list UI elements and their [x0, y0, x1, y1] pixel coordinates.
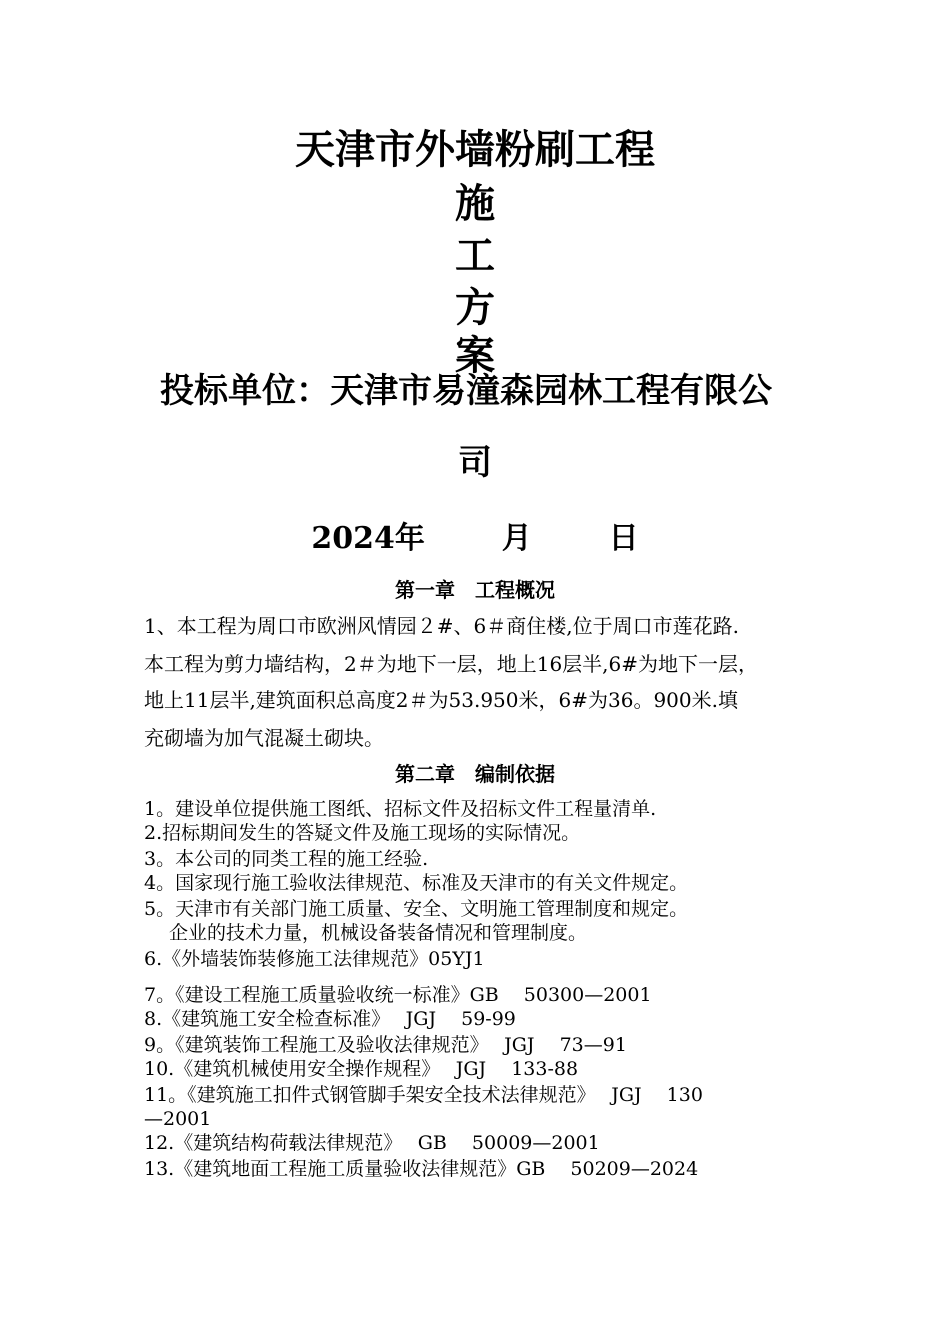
- subtitle-char: 方: [455, 285, 495, 331]
- document-title: 天津市外墙粉刷工程: [295, 127, 655, 173]
- list-item: 11。《建筑施工扣件式钢管脚手架安全技术法律规范》 JGJ 130: [144, 1084, 703, 1106]
- subtitle-char: 案: [455, 333, 495, 379]
- paragraph-line: 本工程为剪力墙结构，2＃为地下一层，地上16层半,6#为地下一层，: [144, 652, 759, 676]
- chapter-heading: 第一章 工程概况: [395, 578, 555, 602]
- list-item: 企业的技术力量，机械设备装备情况和管理制度。: [144, 922, 588, 944]
- paragraph-line: 地上11层半,建筑面积总高度2＃为53.950米，6#为36。900米.填: [144, 688, 738, 712]
- list-item: 3。本公司的同类工程的施工经验.: [144, 848, 429, 870]
- date-year: 2024年: [311, 521, 425, 556]
- list-item: 13.《建筑地面工程施工质量验收法律规范》GB 50209—2024: [144, 1158, 699, 1180]
- list-item: 8.《建筑施工安全检查标准》 JGJ 59-99: [144, 1008, 516, 1030]
- list-item: 2.招标期间发生的答疑文件及施工现场的实际情况。: [144, 822, 581, 844]
- list-item: 7。《建设工程施工质量验收统一标准》GB 50300—2001: [144, 984, 652, 1006]
- list-item: 6.《外墙装饰装修施工法律规范》05YJ1: [144, 948, 485, 970]
- chapter-heading: 第二章 编制依据: [395, 762, 555, 786]
- list-item: 12.《建筑结构荷载法律规范》 GB 50009—2001: [144, 1132, 600, 1154]
- document-date: [0, 518, 950, 560]
- date-day: 日: [608, 521, 639, 556]
- list-item: 9。《建筑装饰工程施工及验收法律规范》 JGJ 73—91: [144, 1034, 627, 1056]
- list-item: 4。国家现行施工验收法律规范、标准及天津市的有关文件规定。: [144, 872, 689, 894]
- list-item: 1。建设单位提供施工图纸、招标文件及招标文件工程量清单.: [144, 798, 657, 820]
- subtitle-char: 施: [455, 181, 495, 227]
- subtitle-char: 工: [455, 233, 495, 279]
- paragraph-line: 充砌墙为加气混凝土砌块。: [144, 726, 384, 750]
- list-item: 10.《建筑机械使用安全操作规程》 JGJ 133-88: [144, 1058, 579, 1080]
- list-item: —2001: [144, 1108, 212, 1130]
- paragraph-line: 1、本工程为周口市欧洲风情园２#、6＃商住楼,位于周口市莲花路.: [144, 614, 739, 638]
- list-item: 5。天津市有关部门施工质量、安全、文明施工管理制度和规定。: [144, 898, 689, 920]
- date-month: 月: [501, 521, 532, 556]
- bidder-line: 投标单位：天津市易潼森园林工程有限公: [160, 371, 772, 411]
- bidder-line-wrap: 司: [458, 443, 492, 483]
